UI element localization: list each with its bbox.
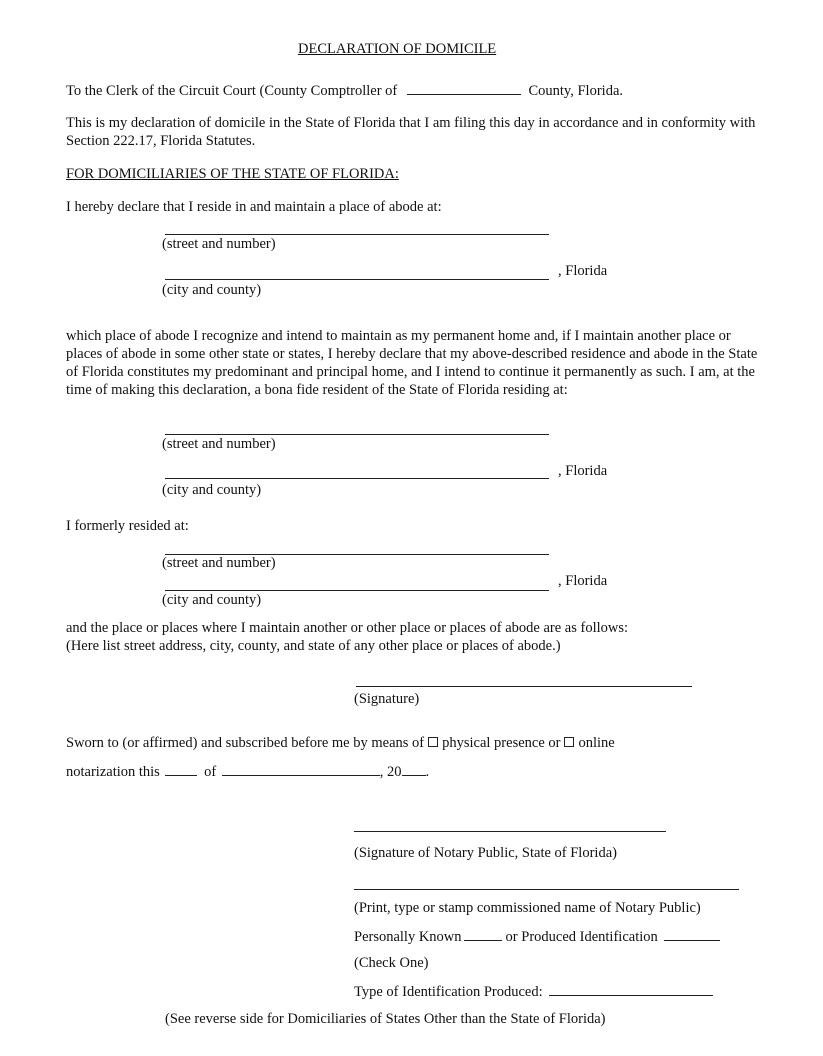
of-word: of (204, 764, 217, 780)
reside-declaration: I hereby declare that I reside in and maintain a place of abode at: (66, 199, 442, 215)
signature-label: (Signature) (354, 691, 420, 707)
current-street-label: (street and number) (162, 436, 276, 452)
sworn-text: Sworn to (or affirmed) and subscribed before me by means of (66, 735, 425, 751)
section-heading: FOR DOMICILIARIES OF THE STATE OF FLORIDA: (66, 166, 399, 182)
other-abode-line1: and the place or places where I maintain another or other place or places of abode are as follows: (66, 620, 629, 636)
notary-print-label: (Print, type or stamp commissioned name of Notary Public) (354, 900, 701, 916)
notarization-date-line (66, 762, 429, 781)
produced-id-blank[interactable] (664, 927, 720, 941)
id-type-label: Type of Identification Produced: (354, 984, 543, 1000)
former-street-label: (street and number) (162, 555, 276, 571)
document-title: DECLARATION OF DOMICILE (298, 41, 497, 57)
former-florida-label: , Florida (558, 573, 608, 589)
residence-florida-label: , Florida (558, 263, 608, 279)
formerly-resided: I formerly resided at: (66, 518, 189, 534)
identification-line (354, 927, 720, 946)
produced-id-label: or Produced Identification (505, 929, 658, 945)
main-paragraph: which place of abode I recognize and intend to maintain as my permanent home and, if I maintain another place or places of abode in some other state or states, I hereby declare that my above-described residence and abode in the State of Florida constitutes my predominant and principal home, and I intend to continue it permanently as such. I am, at the time of making this declaration, a bona fide resident of the State of Florida residing at: (66, 328, 758, 398)
clerk-prefix: To the Clerk of the Circuit Court (County Comptroller of (66, 83, 398, 99)
notary-name-line[interactable] (354, 889, 739, 890)
notarization-this: notarization this (66, 764, 160, 780)
notary-signature-label: (Signature of Notary Public, State of Florida) (354, 845, 617, 861)
current-city-label: (city and county) (162, 482, 262, 498)
former-city-label: (city and county) (162, 592, 262, 608)
personally-known-label: Personally Known (354, 929, 462, 945)
other-abode-line2: (Here list street address, city, county, and state of any other place or places of abode.) (66, 638, 561, 654)
notary-signature-line[interactable] (354, 831, 666, 832)
online-checkbox[interactable] (564, 737, 574, 747)
current-city-line[interactable] (165, 478, 549, 479)
month-blank[interactable] (222, 762, 380, 776)
year-prefix: , 20 (379, 764, 402, 780)
residence-city-line[interactable] (165, 279, 549, 280)
clerk-line (66, 81, 623, 100)
current-florida-label: , Florida (558, 463, 608, 479)
year-blank[interactable] (402, 762, 426, 776)
id-type-blank[interactable] (549, 982, 713, 996)
signature-line[interactable] (356, 686, 692, 687)
physical-presence-checkbox[interactable] (428, 737, 438, 747)
check-one-label: (Check One) (354, 955, 429, 971)
period: . (425, 764, 430, 780)
residence-street-label: (street and number) (162, 236, 276, 252)
online-label: online (578, 735, 615, 751)
id-type-line (354, 982, 713, 1001)
intro-paragraph: This is my declaration of domicile in the State of Florida that I am filing this day in accordance and in conformity with Section 222.17, Florida Statutes. (66, 115, 756, 149)
physical-presence-label: physical presence or (442, 735, 561, 751)
residence-city-label: (city and county) (162, 282, 262, 298)
personally-known-blank[interactable] (464, 927, 502, 941)
clerk-suffix: County, Florida. (528, 83, 624, 99)
county-blank[interactable] (407, 81, 521, 95)
sworn-line (66, 734, 615, 752)
day-blank[interactable] (165, 762, 197, 776)
footer-note: (See reverse side for Domiciliaries of States Other than the State of Florida) (165, 1011, 606, 1027)
